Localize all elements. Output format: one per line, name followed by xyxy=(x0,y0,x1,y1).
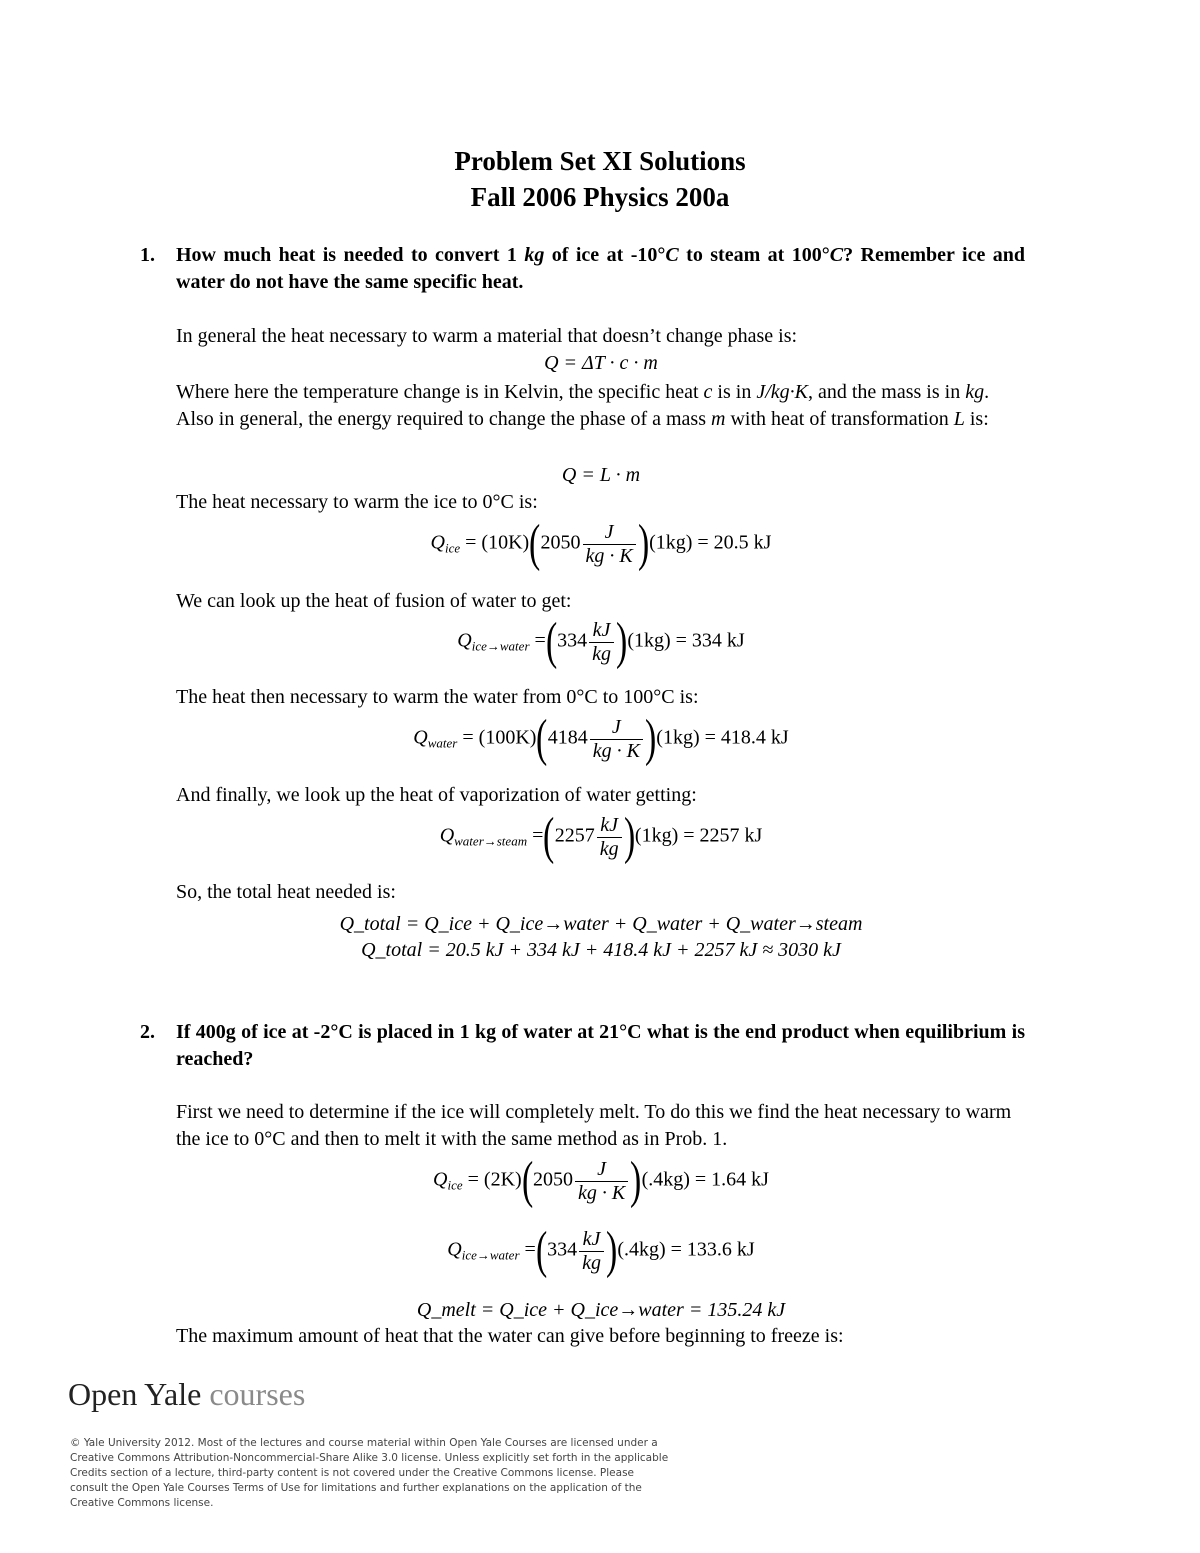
license-text: © Yale University 2012. Most of the lectures and course material within Open Yale Courses are licensed under a Creative Commons Attribution-Noncommercial-Share Alike 3.0 license. Unless explicitly set forth in the applicable Credits section of a lecture, third-party content is not covered under the Creative Commons license. Please consult the Open Yale Courses Terms of Use for limitations and further explanations on the application of the Creative Commons license. xyxy=(70,1437,669,1509)
paragraph: First we need to determine if the ice will completely melt. To do this we find the heat necessary to warm the ice to 0°C and then to melt it with the same method as in Prob. 1. xyxy=(176,1101,1012,1150)
paragraph: The maximum amount of heat that the water can give before beginning to freeze is: xyxy=(176,1325,844,1347)
problem-1-question xyxy=(140,242,1025,296)
problem-2-question xyxy=(140,1019,1025,1073)
equation-q-water: $Q_{water} = (100K)(4184$ $\frac{J}{kg \cdot K}$ )(1kg) = 418.4 kJ xyxy=(413,710,789,767)
problem-1-text: How much heat is needed to convert 1 kg of ice at -10°C to steam at 100°C? Remember ice and water do not have the same specific heat. xyxy=(176,244,1026,293)
equation-q-melt: Q_melt = Q_ice + Q_ice→water = 135.24 kJ xyxy=(416,1299,786,1321)
equation-q-vaporization: $Q_{water\to steam} =(2257$ $\frac{kJ}{kg}$ )(1kg) = 2257 kJ xyxy=(439,808,763,865)
page-subtitle: Fall 2006 Physics 200a xyxy=(470,182,730,212)
paragraph: In general the heat necessary to warm a material that doesn’t change phase is: xyxy=(176,325,798,347)
paragraph: Where here the temperature change is in Kelvin, the specific heat c is in J/kg·K, and the mass is in kg. Also in general, the energy required to change the phase of a mass m with heat of transformation L is: xyxy=(176,381,990,430)
equation-q-total-sum: Q_total = Q_ice + Q_ice→water + Q_water + Q_water→steam xyxy=(339,913,863,935)
equation-q-fusion: $Q_{ice\to water} =(334$ $\frac{kJ}{kg}$ )(1kg) = 334 kJ xyxy=(457,613,745,670)
problem-2-number: 2. xyxy=(140,1021,155,1043)
paragraph: The heat necessary to warm the ice to 0°C is: xyxy=(176,491,538,513)
paragraph: The heat then necessary to warm the water from 0°C to 100°C is: xyxy=(176,686,699,708)
problem-2-text: If 400g of ice at -2°C is placed in 1 kg of water at 21°C what is the end product when equilibrium is reached? xyxy=(176,1021,1025,1070)
page-title: Problem Set XI Solutions xyxy=(454,146,746,176)
paragraph: We can look up the heat of fusion of water to get: xyxy=(176,590,572,612)
problem-1-number: 1. xyxy=(140,244,155,266)
paragraph: And finally, we look up the heat of vaporization of water getting: xyxy=(176,784,697,806)
equation-q-total-value: Q_total = 20.5 kJ + 334 kJ + 418.4 kJ + 2257 kJ ≈ 3030 kJ xyxy=(361,939,841,961)
equation-heat-general: Q = ΔT · c · m xyxy=(544,352,658,374)
equation-q-ice-2: $Q_{ice} = (2K)(2050$ $\frac{J}{kg \cdot K}$ )(.4kg) = 1.64 kJ xyxy=(433,1152,769,1209)
paragraph: So, the total heat needed is: xyxy=(176,881,396,903)
equation-latent-heat: Q = L · m xyxy=(561,464,641,486)
equation-q-ice: $Q_{ice} = (10K)(2050$ $\frac{J}{kg \cdot K}$ )(1kg) = 20.5 kJ xyxy=(430,515,772,572)
equation-q-fusion-2: $Q_{ice\to water} =(334$ $\frac{kJ}{kg}$ )(.4kg) = 133.6 kJ xyxy=(447,1222,755,1279)
open-yale-logo: Open Yale courses xyxy=(68,1376,306,1412)
